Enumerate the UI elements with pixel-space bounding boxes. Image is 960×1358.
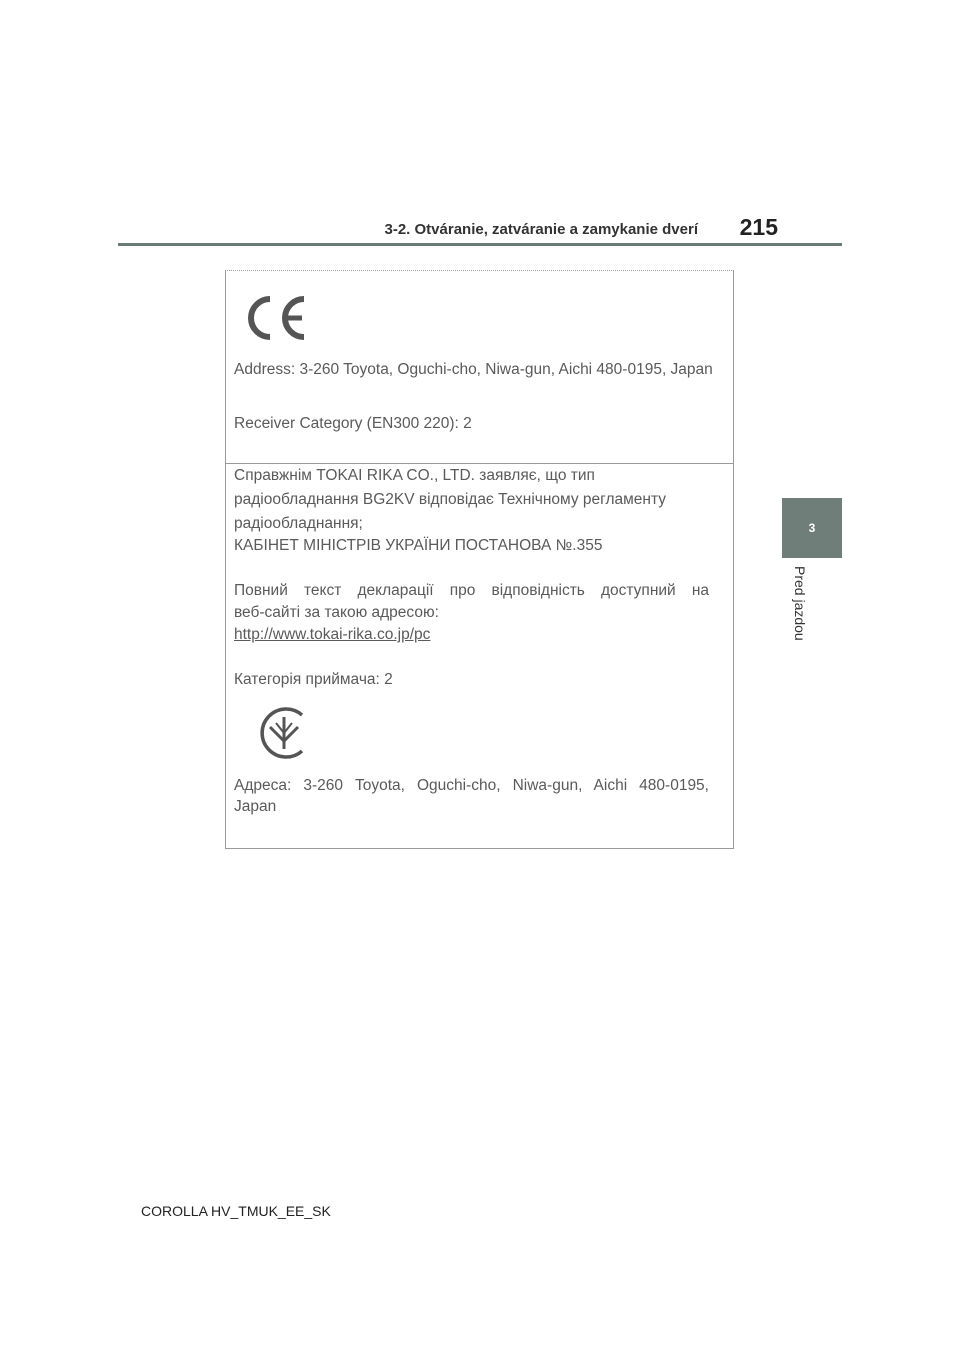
chapter-label: Pred jazdou xyxy=(792,566,808,641)
ua-declaration-line: Справжнім TOKAI RIKA CO., LTD. заявляє, що тип xyxy=(234,467,595,484)
ua-declaration-line: радіообладнання; xyxy=(234,515,363,532)
model-code-footer: COROLLA HV_TMUK_EE_SK xyxy=(141,1203,331,1219)
header-divider xyxy=(118,243,842,246)
ua-declaration-line: КАБІНЕТ МІНІСТРІВ УКРАЇНИ ПОСТАНОВА №.355 xyxy=(234,537,603,554)
page-number: 215 xyxy=(739,214,778,240)
ua-declaration-line: радіообладнання BG2KV відповідає Технічному регламенту xyxy=(234,491,667,508)
ua-address-line: Адреса: 3-260 Toyota, Oguchi-cho, Niwa-gun, Aichi 480-0195, xyxy=(234,777,709,794)
chapter-tab: 3 xyxy=(782,498,842,558)
ua-full-text-line: Повний текст декларації про відповідність доступний на xyxy=(234,582,709,599)
declaration-url-link[interactable]: http://www.tokai-rika.co.jp/pc xyxy=(234,626,431,643)
ua-receiver-category: Категорія приймача: 2 xyxy=(234,671,393,688)
ua-address-line: Japan xyxy=(234,798,277,815)
certification-notice-box xyxy=(225,270,734,849)
section-title: 3-2. Otváranie, zatváranie a zamykanie dverí xyxy=(384,221,698,238)
eu-receiver-category: Receiver Category (EN300 220): 2 xyxy=(234,415,472,432)
ce-mark-icon xyxy=(240,293,310,343)
section-divider xyxy=(226,463,733,464)
ua-conformity-mark-icon xyxy=(256,705,312,761)
ua-full-text-line: веб-сайті за такою адресою: xyxy=(234,604,439,621)
eu-address: Address: 3-260 Toyota, Oguchi-cho, Niwa-gun, Aichi 480-0195, Japan xyxy=(234,361,713,378)
